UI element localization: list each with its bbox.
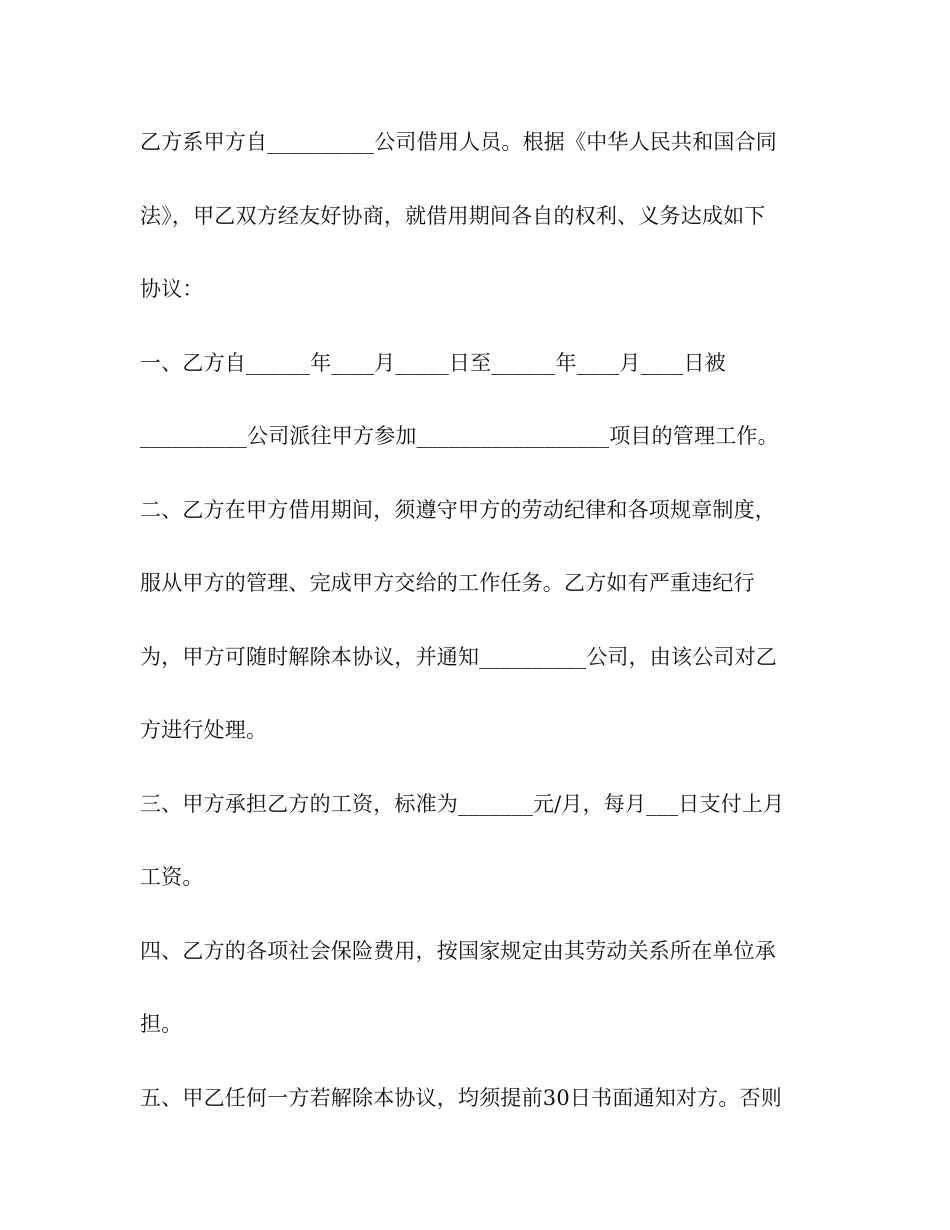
text-line: 二、乙方在甲方借用期间，须遵守甲方的劳动纪律和各项规章制度，: [140, 497, 776, 522]
text-line: 五、甲乙任何一方若解除本协议，均须提前30日书面通知对方。否则: [140, 1085, 782, 1110]
text-line: 一、乙方自______年____月_____日至______年____月____日被: [140, 350, 726, 375]
text-line: 工资。: [140, 865, 204, 889]
text-line: 为，甲方可随时解除本协议，并通知__________公司，由该公司对乙: [140, 644, 777, 669]
text-line: 四、乙方的各项社会保险费用，按国家规定由其劳动关系所在单位承: [140, 938, 776, 963]
text-line: __________公司派往甲方参加__________________项目的管理工作。: [140, 424, 779, 448]
text-line: 法》，甲乙双方经友好协商，就借用期间各自的权利、义务达成如下: [140, 203, 766, 228]
text-line: 乙方系甲方自__________公司借用人员。根据《中华人民共和国合同: [140, 130, 777, 154]
document-body: [140, 122, 810, 1151]
text-line: 方进行处理。: [140, 718, 268, 742]
text-line: 服从甲方的管理、完成甲方交给的工作任务。乙方如有严重违纪行: [140, 571, 755, 595]
text-line: 担。: [140, 1012, 183, 1036]
text-line: 三、甲方承担乙方的工资，标准为_______元/月，每月___日支付上月: [140, 791, 785, 816]
text-line: 协议：: [140, 277, 204, 301]
